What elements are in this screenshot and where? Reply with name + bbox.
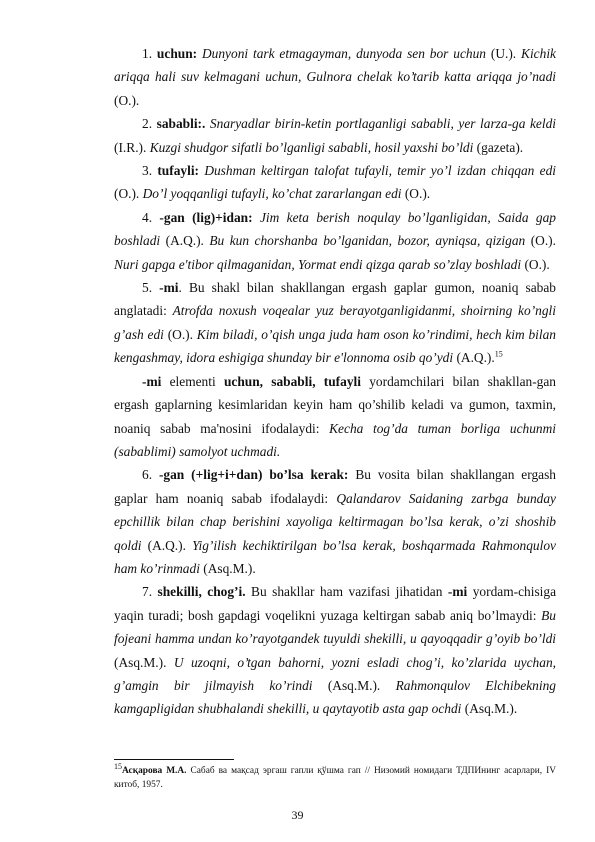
source: (I.R.). xyxy=(114,139,150,155)
paragraph-7 xyxy=(114,463,556,580)
source: (Asq.M.). xyxy=(114,654,174,670)
example: Dunyoni tark etmagayman, dunyoda sen bor uchun xyxy=(202,46,486,61)
paragraph-2 xyxy=(114,112,556,159)
term: tufayli: xyxy=(157,163,199,179)
source: (Asq.M.). xyxy=(461,701,518,717)
footnote-divider xyxy=(114,759,234,760)
term: -gan (+lig+i+dan) bo’lsa kerak: xyxy=(158,467,349,483)
footnote-text: Сабаб ва мақсад эргаш гапли қўшма гап // Низомий номидаги ТДПИнинг асарлари, IV китоб, 1957. xyxy=(114,766,557,790)
term: -gan (lig)+idan: xyxy=(159,209,253,225)
item-number: 3. xyxy=(142,163,158,179)
example: Bu kun chorshanba bo’lganidan, bozor, ayniqsa, qizigan xyxy=(209,233,526,249)
example: Do’l yoqqanligi tufayli, ko’chat zararlangan edi xyxy=(142,186,402,202)
term: shekilli, chog’i. xyxy=(157,584,246,600)
example: Kim biladi, o’qish unga juda ham oson ko’rindimi, hech kim bilan kengashmay, idora eshigiga shunday bir e'lonnoma osib qo’ydi xyxy=(114,326,556,366)
source: (O.). xyxy=(114,92,140,108)
example: Nuri gapga e'tibor qilmaganidan, Yormat endi qizga qarab so’zlay boshladi xyxy=(114,256,522,272)
paragraph-5 xyxy=(114,276,556,370)
footnote xyxy=(114,761,557,792)
item-number: 6. xyxy=(142,467,159,483)
example: Qalandarov Saidaning zarbga bunday epchillik bilan chap berishini xayoliga keltirmagan bo’lsa kerak, o’zi shoshib qoldi xyxy=(114,490,556,553)
source: (O.). xyxy=(401,186,431,202)
source: (Asq.M.). xyxy=(199,560,256,576)
item-number: 7. xyxy=(142,584,158,600)
text: Bu vosita bilan shakllangan ergash gaplar ham noaniq sabab ifodalaydi: xyxy=(114,467,556,506)
source: (gazeta). xyxy=(473,139,524,155)
term: -mi xyxy=(142,373,162,389)
example: Bu fojeani hamma undan ko’rayotgandek tuyuldi shekilli, u qayoqqadir g’oyib bo’ldi xyxy=(114,607,556,647)
source: (O.). xyxy=(114,186,143,202)
example: Jim keta berish noqulay bo’lganligidan, Saida gap boshladi xyxy=(114,209,557,249)
example: Atrofda noxush voqealar yuz berayotganligidanmi, shoirning ko’ngli g’ash edi xyxy=(114,303,556,342)
example: Yig’ilish kechiktirilgan bo’lsa kerak, boshqarmada Rahmonqulov ham ko’rinmadi xyxy=(114,537,556,576)
example: Snaryadlar birin-ketin portlaganligi sababli, yer larza-ga keldi xyxy=(209,116,556,132)
item-number: 1. xyxy=(142,46,157,61)
item-number: 5. xyxy=(142,280,160,296)
text: yordamchilari bilan shakllan-gan ergash gaplarning kesimlaridan keyin ham qo’shilib keladi va gumon, taxmin, noaniq sabab ma'nosini ifodalaydi: xyxy=(114,373,556,436)
text: Bu shakllar ham vazifasi jihatidan xyxy=(245,584,448,600)
text: . Bu shakl bilan shakllangan ergash gaplar gumon, noaniq sabab anglatadi: xyxy=(114,280,557,319)
term: uchun, sababli, tufayli xyxy=(223,373,361,389)
footnote-author: Асқарова М.А. xyxy=(122,766,187,776)
source: (A.Q.). xyxy=(160,233,210,249)
source: (A.Q.). xyxy=(453,350,495,366)
example: Kichik ariqqa hali suv kelmagani uchun, Gulnora chelak ko’tarib katta ariqqa jo’nadi xyxy=(114,46,556,85)
paragraph-8 xyxy=(114,580,556,720)
item-number: 4. xyxy=(142,209,160,225)
source: (O.). xyxy=(163,326,197,342)
example: Kecha tog’da tuman borliga uchunmi (sabablimi) samolyot uchmadi. xyxy=(114,420,556,459)
example: Dushman keltirgan talofat tufayli, temir yo’l izdan chiqqan edi xyxy=(204,163,557,179)
source: (A.Q.). xyxy=(141,537,193,553)
example: Rahmonqulov Elchibekning kamgapligidan shubhalandi shekilli, u qaytayotib asta gap ochdi xyxy=(114,677,556,717)
page-number: 39 xyxy=(291,808,304,822)
paragraph-3 xyxy=(114,159,556,206)
source: (U.). xyxy=(486,46,522,61)
paragraph-4 xyxy=(114,206,556,276)
example: U uzoqni, o’tgan bahorni, yozni esladi chog’i, ko’zlarida uychan, g’amgin bir jilmayish ko’rindi xyxy=(114,654,556,693)
term: -mi xyxy=(447,584,468,600)
term: sababli:. xyxy=(156,116,206,132)
source: (O.). xyxy=(521,256,550,272)
item-number: 2. xyxy=(142,116,157,132)
body-text xyxy=(114,42,556,721)
footnote-ref[interactable]: 15 xyxy=(494,349,503,359)
term: uchun: xyxy=(156,46,198,61)
paragraph-6 xyxy=(114,370,556,464)
example: Kuzgi shudgor sifatli bo’lganligi sababli, hosil yaxshi bo’ldi xyxy=(149,139,474,155)
paragraph-1 xyxy=(114,42,556,112)
source: (Asq.M.). xyxy=(312,677,396,693)
text: yordam-chisiga yaqin turadi; bosh gapdagi voqelikni yuzaga keltirgan sabab aniq bo’lmaydi: xyxy=(114,584,557,623)
term: -mi xyxy=(159,280,179,296)
source: (O.). xyxy=(525,233,556,249)
footnote-number: 15 xyxy=(114,761,122,771)
text: elementi xyxy=(161,373,224,389)
